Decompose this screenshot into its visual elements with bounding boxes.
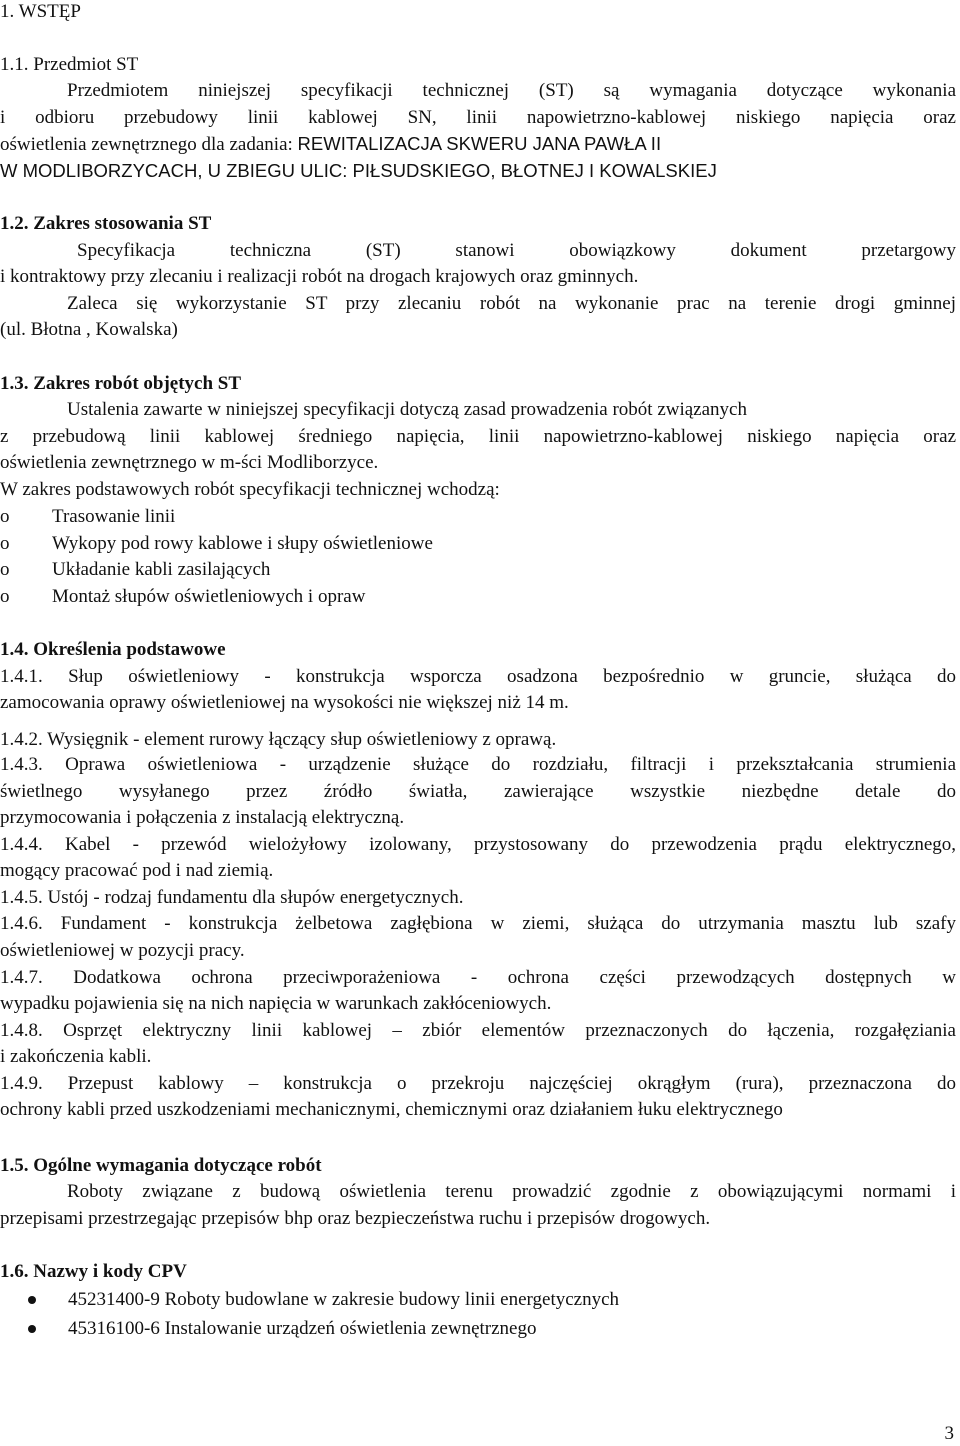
section-1-6-title: 1.6. Nazwy i kody CPV [0, 1261, 187, 1282]
section-1-2-line-3: Zaleca się wykorzystanie ST przy zlecaniu robót na wykonanie prac na terenie drogi gminnej [67, 293, 956, 314]
list-item [0, 585, 956, 609]
project-name: REWITALIZACJA SKWERU JANA PAWŁA II [297, 133, 662, 154]
bullet-icon [28, 1325, 36, 1333]
section-1-2-line-1: Specyfikacja techniczna (ST) stanowi obowiązkowy dokument przetargowy [77, 240, 956, 261]
section-1-3-line-3: oświetlenia zewnętrznego w m-ści Modliborzyce. [0, 452, 379, 473]
definition-line: 1.4.4. Kabel - przewód wielożyłowy izolowany, przystosowany do przewodzenia prądu elektrycznego, [0, 834, 956, 855]
list-marker: o [0, 559, 10, 580]
bullet-icon [28, 1296, 36, 1304]
list-item-text: Układanie kabli zasilających [52, 559, 271, 580]
section-1-3-line-2: z przebudową linii kablowej średniego napięcia, linii napowietrzno-kablowej niskiego napięcia oraz [0, 426, 956, 447]
list-item-text: Montaż słupów oświetleniowych i opraw [52, 586, 366, 607]
list-item-text: Trasowanie linii [52, 506, 176, 527]
section-1-5-line-1: Roboty związane z budową oświetlenia terenu prowadzić zgodnie z obowiązującymi normami i [67, 1181, 956, 1202]
list-marker: o [0, 533, 10, 554]
list-marker: o [0, 586, 10, 607]
section-1-3-title: 1.3. Zakres robót objętych ST [0, 373, 242, 394]
definition-line: 1.4.9. Przepust kablowy – konstrukcja o przekroju najczęściej okrągłym (rura), przeznaczona do [0, 1073, 956, 1094]
definition-line: 1.4.3. Oprawa oświetleniowa - urządzenie służące do rozdziału, filtracji i przekształcania strumienia [0, 754, 956, 775]
list-item [0, 558, 956, 582]
section-1-1-line-1: Przedmiotem niniejszej specyfikacji technicznej (ST) są wymagania dotyczące wykonania [67, 80, 956, 101]
definition-line: ochrony kabli przed uszkodzeniami mechanicznymi, chemicznymi oraz działaniem łuku elektrycznego [0, 1099, 783, 1120]
list-item [0, 532, 956, 556]
definition-line: 1.4.1. Słup oświetleniowy - konstrukcja wsporcza osadzona bezpośrednio w gruncie, służąca do [0, 666, 956, 687]
definition-line: przymocowania i połączenia z instalacją elektryczną. [0, 807, 405, 828]
list-item [0, 505, 956, 529]
chapter-heading: 1. WSTĘP [0, 1, 81, 22]
definition-line: 1.4.7. Dodatkowa ochrona przeciwporażeniowa - ochrona części przewodzących dostępnych w [0, 967, 956, 988]
section-1-1-line-3-text: oświetlenia zewnętrznego dla zadania: [0, 134, 298, 155]
section-1-3-line-1: Ustalenia zawarte w niniejszej specyfikacji dotyczą zasad prowadzenia robót związanych [67, 399, 747, 420]
cpv-item-text: 45316100-6 Instalowanie urządzeń oświetlenia zewnętrznego [68, 1318, 537, 1339]
definition-line: 1.4.6. Fundament - konstrukcja żelbetowa zagłębiona w ziemi, służąca do utrzymania masztu lub szafy [0, 913, 956, 934]
section-1-2-title [0, 212, 956, 236]
definition-line: 1.4.2. Wysięgnik - element rurowy łączący słup oświetleniowy z oprawą. [0, 729, 557, 750]
section-1-1-line-3 [0, 132, 956, 157]
section-1-4-title: 1.4. Określenia podstawowe [0, 639, 226, 660]
section-1-1-line-2: i odbioru przebudowy linii kablowej SN, linii napowietrzno-kablowej niskiego napięcia oraz [0, 107, 956, 128]
list-item-text: Wykopy pod rowy kablowe i słupy oświetleniowe [52, 533, 433, 554]
section-1-2-line-4: (ul. Błotna , Kowalska) [0, 319, 178, 340]
section-1-2-line-2: i kontraktowy przy zlecaniu i realizacji robót na drogach krajowych oraz gminnych. [0, 266, 639, 287]
section-1-5-title: 1.5. Ogólne wymagania dotyczące robót [0, 1155, 322, 1176]
definition-line: 1.4.5. Ustój - rodzaj fundamentu dla słupów energetycznych. [0, 887, 464, 908]
section-1-5-line-2: przepisami przestrzegając przepisów bhp oraz bezpieczeństwa ruchu i przepisów drogowych. [0, 1208, 711, 1229]
definition-line: mogący pracować pod i nad ziemią. [0, 860, 274, 881]
definition-line: zamocowania oprawy oświetleniowej na wysokości nie większej niż 14 m. [0, 692, 569, 713]
definition-line: 1.4.8. Osprzęt elektryczny linii kablowej – zbiór elementów przeznaczonych do łączenia, rozgałęziania [0, 1020, 956, 1041]
section-1-3-line-4: W zakres podstawowych robót specyfikacji technicznej wchodzą: [0, 479, 500, 500]
definition-line: wypadku pojawienia się na nich napięcia w warunkach zakłóceniowych. [0, 993, 552, 1014]
page-number: 3 [944, 1423, 954, 1444]
definition-line: świetlnego wysyłanego przez źródło światła, zawierające wszystkie niezbędne detale do [0, 781, 956, 802]
section-1-2-heading: 1.2. Zakres stosowania ST [0, 213, 212, 234]
project-location: W MODLIBORZYCACH, U ZBIEGU ULIC: PIŁSUDSKIEGO, BŁOTNEJ I KOWALSKIEJ [0, 160, 717, 181]
section-1-1-title: 1.1. Przedmiot ST [0, 54, 139, 75]
definition-line: oświetleniowej w pozycji pracy. [0, 940, 245, 961]
cpv-item-text: 45231400-9 Roboty budowlane w zakresie budowy linii energetycznych [68, 1289, 620, 1310]
definition-line: i zakończenia kabli. [0, 1046, 152, 1067]
list-marker: o [0, 506, 10, 527]
